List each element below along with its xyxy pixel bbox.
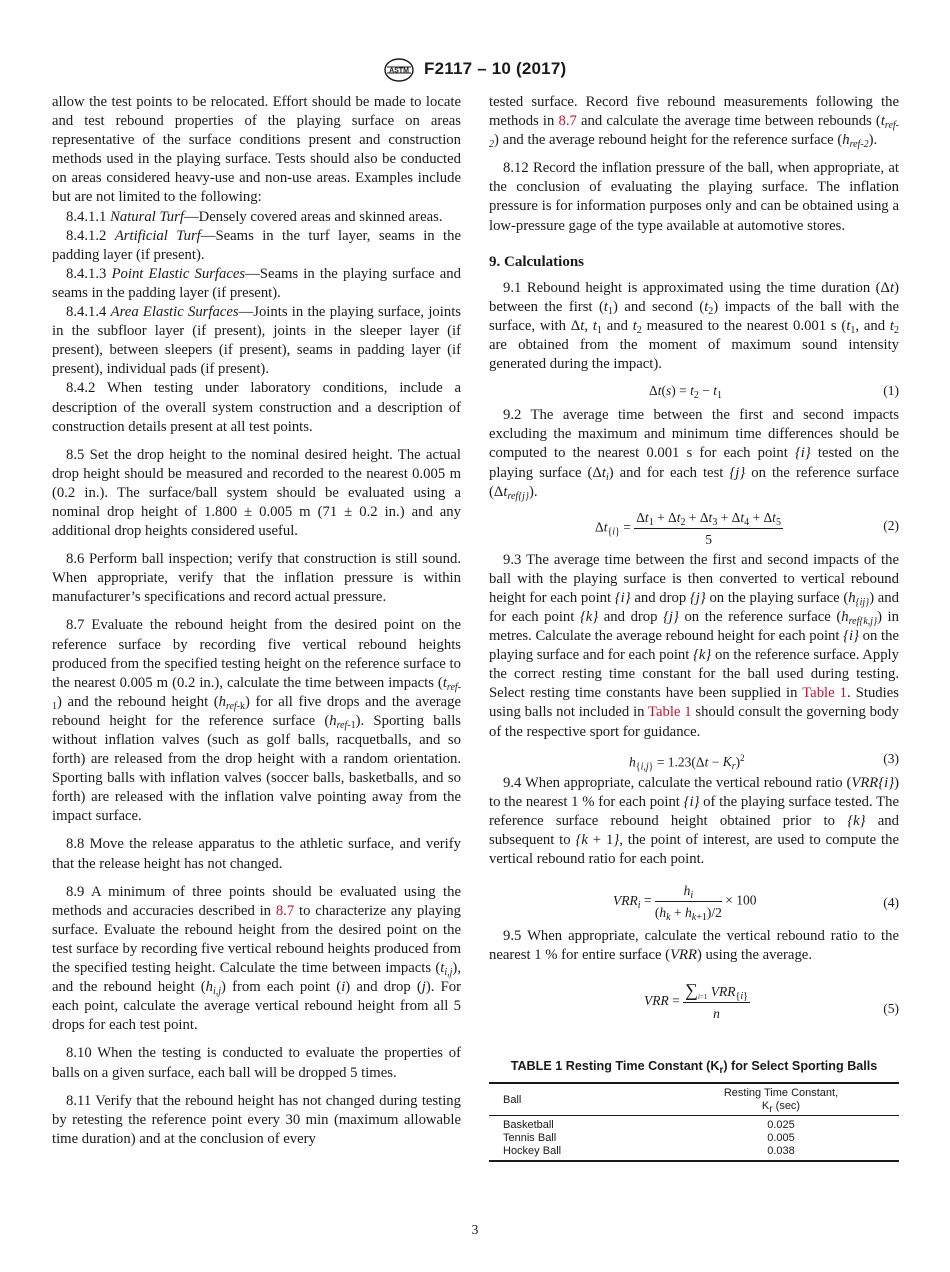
table-title: TABLE 1 Resting Time Constant $(K_r)$ for Select Sporting Balls <box>510 1059 878 1077</box>
paragraph-8-4-1-2: 8.4.1.2 Artificial Turf—Seams in the turf layer, seams in the padding layer (if present). <box>52 227 461 263</box>
equation-1: $\Delta t(s) = t_2 - t_1$ (1) <box>649 383 899 402</box>
equation-5: VRR = $\frac{\sum_{i=1} VRR_{\{i\}}}{n}$ (5) <box>644 980 899 1022</box>
svg-text:ASTM: ASTM <box>389 67 409 75</box>
column-header-resting-time: Resting Time Constant, $K_r$ (sec) <box>663 1083 899 1116</box>
page-number: 3 <box>471 1222 479 1237</box>
table-cell-ball: Tennis Ball <box>503 1132 557 1145</box>
paragraph-9-4: 9.4 When appropriate, calculate the vertical rebound ratio (VRR{i}) to the nearest 1 % for each point {i} of the playing surface tested. The reference surface rebound height obtained prior to {k} and subsequent to {k + 1}, the point of interest, are used to compute the vertical rebound ratio for each point. <box>489 774 899 867</box>
paragraph-8-4-1-3: 8.4.1.3 Point Elastic Surfaces—Seams in the playing surface and seams in the padding layer (if present). <box>52 265 461 301</box>
left-column <box>52 93 461 1149</box>
link-section-8-7-b[interactable]: 8.7 <box>558 113 577 130</box>
astm-logo-icon <box>381 58 417 82</box>
link-table-1[interactable]: Table 1 <box>802 685 848 702</box>
table-cell-value: 0.025 <box>767 1119 795 1132</box>
link-section-8-7[interactable]: 8.7 <box>275 902 295 919</box>
paragraph-9-1: 9.1 Rebound height is approximated using the time duration (Δt) between the first $(t_1)$ and second $(t_2)$ impacts of the ball with the surface, with Δt, $t_1$ and $t_2$ measured to the nearest 0.001 s ($t_1$, and $t_2$ are obtained from the moment of maximum sound intensity generated during the impact). <box>489 279 899 373</box>
paragraph-8-6: 8.6 Perform ball inspection; verify that construction is still sound. When appropriate, verify that the inflation pressure is within manufacturer’s specifications and record actual pressure. <box>52 551 461 606</box>
paragraph-continued: allow the test points to be relocated. Effort should be made to locate and test rebound properties of the playing surface on areas representative of the surface conditions present and construction methods used in the playing surface. Tests should also be conducted on areas considered heavy-use and non-use areas. Examples include but are not limited to the following: <box>52 94 461 206</box>
paragraph-8-9: 8.9 A minimum of three points should be evaluated using the methods and accuracies described in 8.7 to characterize any playing surface. Evaluate the rebound height from the desired point on the test surface by recording five vertical rebound heights produced from the specified testing height. Calculate the time between impacts $(t_{i,j})$, and the rebound height $(h_{i,j})$ from each point (i) and drop (j). For each point, calculate the average vertical rebound height from all 5 drops for each test point. <box>52 883 461 1034</box>
resting-time-table <box>489 1082 899 1162</box>
document-id: F2117 – 10 (2017) <box>424 59 567 78</box>
paragraph-8-12: 8.12 Record the inflation pressure of the ball, when appropriate, at the conclusion of evaluating the playing surface. The inflation pressure is for information purposes only and can be obtained using a low-pressure gage of the type available at automotive stores. <box>489 160 899 234</box>
paragraph-8-7: 8.7 Evaluate the rebound height from the desired point on the reference surface by recording five vertical rebound heights produced from the specified testing height on the reference surface to the nearest 0.005 m (0.2 in.), calculate the time between impacts $(t_{ref-1})$ and the rebound height $(h_{ref-k})$ for all five drops and the average rebound height for the reference surface $(h_{ref-1})$. Sporting balls without inflation valves (such as golf balls, racquetballs, and so forth) are released from the drop height with a random orientation. Sporting balls with inflation valves (soccer balls, basketballs, and so forth) are released with the inflation valve pointing away from the impact surface. <box>52 617 462 825</box>
table-row <box>489 1132 899 1145</box>
paragraph-9-2: 9.2 The average time between the first and second impacts excluding the maximum and minimum time differences should be computed to the nearest 0.001 s for each point {i} tested on the playing surface $(\Delta t_i)$ and for each test {j} on the reference surface $(\Delta t_{ref\{j\}})$. <box>489 407 900 502</box>
equation-number-5: (5) <box>883 1001 899 1017</box>
paragraph-8-10: 8.10 When the testing is conducted to evaluate the properties of balls on a given surface, each ball will be dropped 5 times. <box>52 1045 461 1081</box>
section-title-calculations: 9. Calculations <box>489 253 585 270</box>
paragraph-8-8: 8.8 Move the release apparatus to the athletic surface, and verify that the release height has not changed. <box>52 836 461 872</box>
link-table-1-b[interactable]: Table 1 <box>648 704 692 721</box>
paragraph-8-4-2: 8.4.2 When testing under laboratory conditions, include a description of the overall system construction and a description of construction details present at all test points. <box>52 380 461 435</box>
paragraph-8-5: 8.5 Set the drop height to the nominal desired height. The actual drop height should be measured and recorded to the nearest 0.005 m (0.2 in.). The surface/ball system should be evaluated using a nominal drop height of 1.800 ± 0.005 m (71 ± 0.2 in.) and any additional drop heights considered useful. <box>52 446 461 540</box>
paragraph-8-11-continued: tested surface. Record five rebound measurements following the methods in 8.7 and calculate the average time between rebounds $(t_{ref-2})$ and the average rebound height for the reference surface $(h_{ref-2})$. <box>489 94 899 151</box>
paragraph-8-4-1-4: 8.4.1.4 Area Elastic Surfaces—Joints in the playing surface, joints in the subfloor layer (if present), joints in the sleeper layer (if present), between sleepers (if present), seams in padding layer (if present), individual pads (if present). <box>52 304 461 378</box>
paragraph-8-4-1-1: 8.4.1.1 Natural Turf—Densely covered areas and skinned areas. <box>66 208 443 225</box>
equation-3: $h_{\{i,j\}} = 1.23(\Delta t - K_r)^2$ (3) <box>629 750 899 773</box>
page-header <box>0 58 950 82</box>
equation-number-4: (4) <box>883 895 899 911</box>
paragraph-9-3: 9.3 The average time between the first and second impacts of the ball with the playing surface is then converted to vertical rebound height for each point {i} and drop {j} on the playing surface $(h_{\{ij\}})$ and for each point {k} and drop {j} on the reference surface $(h_{ref\{k,j\}})$ in metres. Calculate the average rebound height for each point {i} on the playing surface and for each point {k} on the reference surface. Apply the correct resting time constant for the ball used during testing. Select resting time constants have been supplied in Table 1. Studies using balls not included in Table 1 should consult the governing body of the respective sport for guidance. <box>489 551 899 740</box>
equation-2: $\Delta t_{\{i\}}$ = $\frac{\Delta t_1 + \Delta t_2 + \Delta t_3 + \Delta t_4 + \Delta t_5}{5}$ (2) <box>595 509 899 547</box>
table-row <box>489 1116 899 1133</box>
paragraph-9-5: 9.5 When appropriate, calculate the vertical rebound ratio to the nearest 1 % for entire surface (VRR) using the average. <box>489 928 899 964</box>
equation-4: $VRR_i$ = $\frac{h_i}{(h_k + h_{k+1})/2}$ × 100 (4) <box>613 883 899 924</box>
table-cell-value: 0.038 <box>663 1145 899 1161</box>
equation-number-1: (1) <box>883 383 899 399</box>
column-header-ball: Ball <box>489 1083 663 1116</box>
equation-number-2: (2) <box>883 517 899 533</box>
right-column <box>489 93 899 1162</box>
table-cell-value: 0.005 <box>767 1132 795 1145</box>
table-row <box>489 1145 899 1161</box>
paragraph-8-11: 8.11 Verify that the rebound height has not changed during testing by retesting the reference point every 30 min (maximum allowable time duration) and at the conclusion of every <box>52 1092 461 1147</box>
equation-number-3: (3) <box>883 750 899 766</box>
table-cell-ball: Basketball <box>503 1119 554 1132</box>
table-cell-ball: Hockey Ball <box>489 1145 663 1161</box>
